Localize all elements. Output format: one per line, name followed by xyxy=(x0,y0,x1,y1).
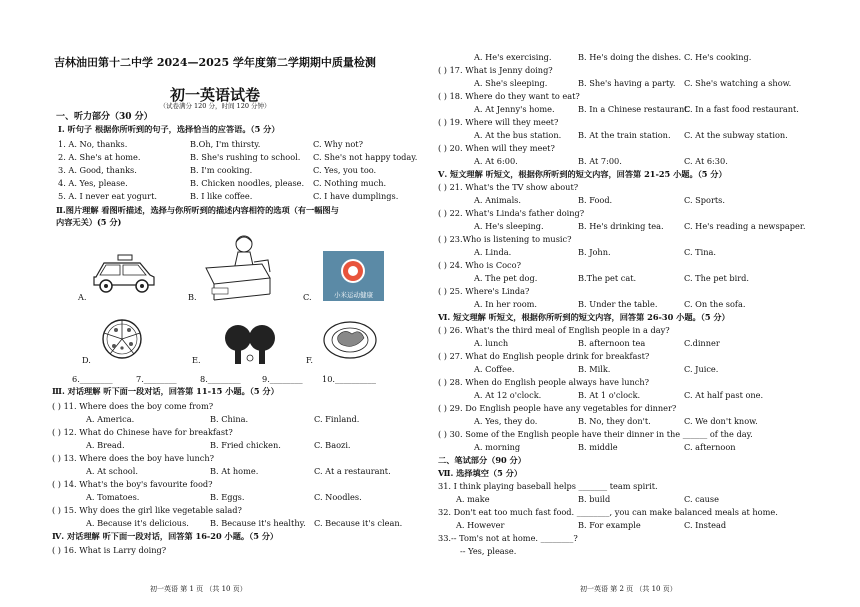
question: ( ) 19. Where will they meet? xyxy=(438,117,559,127)
option: B. At home. xyxy=(210,466,259,476)
option: C. Sports. xyxy=(684,195,725,205)
question: 32. Don't eat too much fast food. ________, you can make balanced meals at home. xyxy=(438,507,778,517)
option: B. afternoon tea xyxy=(578,338,646,348)
ping-pong-paddles-image xyxy=(218,322,282,366)
option: B.The pet cat. xyxy=(578,273,637,283)
option: A. morning xyxy=(474,442,521,452)
sec2-heading-1: Ⅱ.图片理解 看图听描述，选择与你所听到的描述内容相符的选项（有一幅图与 xyxy=(56,205,339,215)
option: B. He's doing the dishes. xyxy=(578,52,682,62)
question: ( ) 11. Where does the boy come from? xyxy=(52,401,214,411)
sec1-item: 5. A. I never eat yogurt. xyxy=(58,191,157,201)
option: B. Under the table. xyxy=(578,299,658,309)
question: ( ) 18. Where do they want to eat? xyxy=(438,91,580,101)
option: B. Fried chicken. xyxy=(210,440,281,450)
option: A. Because it's delicious. xyxy=(86,518,189,528)
question: ( ) 21. What's the TV show about? xyxy=(438,182,579,192)
sec1-item: C. Nothing much. xyxy=(313,178,387,188)
option: C. At 6:30. xyxy=(684,156,728,166)
sec1-item: B. Chicken noodles, please. xyxy=(190,178,305,188)
answer-blank-6[interactable]: 6.________ xyxy=(72,374,113,384)
sec1-item: B. I like coffee. xyxy=(190,191,253,201)
option: C. Baozi. xyxy=(314,440,351,450)
option: A. Animals. xyxy=(474,195,521,205)
question: ( ) 28. When do English people always have lunch? xyxy=(438,377,649,387)
option: A. The pet dog. xyxy=(474,273,538,283)
answer-blank-8[interactable]: 8.________ xyxy=(200,374,241,384)
question: ( ) 24. Who is Coco? xyxy=(438,260,521,270)
pic-label-b: B. xyxy=(188,292,197,302)
option: B. For example xyxy=(578,520,641,530)
sec1-heading: Ⅰ. 听句子 根据你所听到的句子，选择恰当的应答语。（5 分） xyxy=(58,124,280,134)
option: A. He's sleeping. xyxy=(474,221,544,231)
question: 31. I think playing baseball helps _______ team spirit. xyxy=(438,481,658,491)
question: ( ) 27. What do English people drink for breakfast? xyxy=(438,351,650,361)
option: C. She's watching a show. xyxy=(684,78,792,88)
option: C. Because it's clean. xyxy=(314,518,403,528)
option: A. At school. xyxy=(86,466,138,476)
option: B. At 7:00. xyxy=(578,156,622,166)
option: A. make xyxy=(456,494,490,504)
pizza-image xyxy=(96,318,148,360)
sec1-item: 1. A. No, thanks. xyxy=(58,139,128,149)
option: B. Because it's healthy. xyxy=(210,518,306,528)
option: A. Bread. xyxy=(86,440,125,450)
option: C. He's cooking. xyxy=(684,52,752,62)
part2-heading: 二、笔试部分（90 分） xyxy=(438,455,526,465)
sec1-item: 2. A. She's at home. xyxy=(58,152,141,162)
option: C. At the subway station. xyxy=(684,130,788,140)
option: C. Finland. xyxy=(314,414,360,424)
question: ( ) 16. What is Larry doing? xyxy=(52,545,167,555)
option: A. lunch xyxy=(474,338,509,348)
question: ( ) 22. What's Linda's father doing? xyxy=(438,208,585,218)
page-footer: 初一英语 第 2 页 （共 10 页） xyxy=(580,585,677,593)
option: C. He's reading a newspaper. xyxy=(684,221,806,231)
option: B. middle xyxy=(578,442,618,452)
ring-icon xyxy=(323,251,384,289)
sec1-item: C. She's not happy today. xyxy=(313,152,418,162)
sec4-heading: Ⅳ. 对话理解 听下面一段对话，回答第 16-20 小题。（5 分） xyxy=(52,531,279,541)
option: A. In her room. xyxy=(474,299,538,309)
option: A. She's sleeping. xyxy=(474,78,548,88)
option: A. At Jenny's home. xyxy=(474,104,555,114)
sec3-heading: Ⅲ. 对话理解 听下面一段对话，回答第 11-15 小题。（5 分） xyxy=(52,386,279,396)
sec1-item: 4. A. Yes, please. xyxy=(58,178,128,188)
option: C. afternoon xyxy=(684,442,736,452)
girl-at-desk-image xyxy=(198,232,276,302)
question: ( ) 20. When will they meet? xyxy=(438,143,555,153)
salad-plate-image xyxy=(322,318,378,362)
pic-label-f: F. xyxy=(306,355,314,365)
option: C. We don't know. xyxy=(684,416,758,426)
option: C. At a restaurant. xyxy=(314,466,391,476)
sec7-heading: Ⅶ. 选择填空（5 分） xyxy=(438,468,523,478)
option: A. America. xyxy=(86,414,135,424)
question: ( ) 13. Where does the boy have lunch? xyxy=(52,453,214,463)
answer-blank-9[interactable]: 9.________ xyxy=(262,374,303,384)
sec1-item: B. I'm cooking. xyxy=(190,165,253,175)
question: ( ) 17. What is Jenny doing? xyxy=(438,65,553,75)
sec1-item: C. Yes, you too. xyxy=(313,165,377,175)
option: B. John. xyxy=(578,247,611,257)
option: C. Tina. xyxy=(684,247,717,257)
question: ( ) 29. Do English people have any vegetables for dinner? xyxy=(438,403,677,413)
option: B. No, they don't. xyxy=(578,416,651,426)
question: ( ) 23.Who is listening to music? xyxy=(438,234,572,244)
option: C. The pet bird. xyxy=(684,273,749,283)
pic-label-a: A. xyxy=(78,292,87,302)
option: C. Noodles. xyxy=(314,492,362,502)
option: B. At 1 o'clock. xyxy=(578,390,641,400)
option: B. In a Chinese restaurant. xyxy=(578,104,691,114)
option: C. cause xyxy=(684,494,719,504)
question: 33.-- Tom's not at home. ________? xyxy=(438,533,578,543)
option: C.dinner xyxy=(684,338,720,348)
question: ( ) 30. Some of the English people have their dinner in the ______ of the day. xyxy=(438,429,753,439)
question: ( ) 26. What's the third meal of English people in a day? xyxy=(438,325,670,335)
option: A. At 12 o'clock. xyxy=(474,390,542,400)
answer-blank-7[interactable]: 7.________ xyxy=(136,374,177,384)
option: A. However xyxy=(456,520,505,530)
option: C. Instead xyxy=(684,520,727,530)
sec1-item: 3. A. Good, thanks. xyxy=(58,165,137,175)
option: B. At the train station. xyxy=(578,130,671,140)
pic-label-e: E. xyxy=(192,355,201,365)
question: ( ) 25. Where's Linda? xyxy=(438,286,530,296)
option: A. At the bus station. xyxy=(474,130,562,140)
exam-note: （试卷满分 120 分，时间 120 分钟） xyxy=(159,102,271,110)
option: C. In a fast food restaurant. xyxy=(684,104,799,114)
dialogue-line: -- Yes, please. xyxy=(460,546,517,556)
part1-heading: 一、听力部分（30 分） xyxy=(56,112,153,122)
sec1-item: C. Why not? xyxy=(313,139,363,149)
sec1-item: C. I have dumplings. xyxy=(313,191,399,201)
sec1-item: B.Oh, I'm thirsty. xyxy=(190,139,261,149)
school-title: 吉林油田第十二中学 2024—2025 学年度第二学期期中质量检测 xyxy=(54,56,376,69)
pic-label-c: C. xyxy=(303,292,312,302)
question: ( ) 12. What do Chinese have for breakfast? xyxy=(52,427,233,437)
sports-app-logo xyxy=(323,251,384,301)
sec6-heading: Ⅵ. 短文理解 听短文，根据你所听到的短文内容，回答第 26-30 小题。（5 分） xyxy=(438,312,730,322)
option: B. She's having a party. xyxy=(578,78,676,88)
page-footer: 初一英语 第 1 页 （共 10 页） xyxy=(150,585,247,593)
question: ( ) 14. What's the boy's favourite food? xyxy=(52,479,213,489)
option: C. Juice. xyxy=(684,364,719,374)
option: C. At half past one. xyxy=(684,390,764,400)
option: B. Food. xyxy=(578,195,613,205)
question: ( ) 15. Why does the girl like vegetable salad? xyxy=(52,505,242,515)
option: A. He's exercising. xyxy=(474,52,552,62)
exam-title: 初一英语试卷 xyxy=(169,86,260,104)
logo-caption: 小米运动健康 xyxy=(334,291,373,299)
option: A. Tomatoes. xyxy=(86,492,140,502)
option: B. Eggs. xyxy=(210,492,245,502)
pic-label-d: D. xyxy=(82,355,91,365)
option: B. China. xyxy=(210,414,249,424)
option: A. Coffee. xyxy=(474,364,515,374)
option: A. Linda. xyxy=(474,247,512,257)
sec5-heading: Ⅴ. 短文理解 听短文，根据你所听到的短文内容，回答第 21-25 小题。（5 分） xyxy=(438,169,727,179)
answer-blank-10[interactable]: 10.__________ xyxy=(322,374,376,384)
option: B. He's drinking tea. xyxy=(578,221,664,231)
option: B. Milk. xyxy=(578,364,611,374)
sec1-item: B. She's rushing to school. xyxy=(190,152,301,162)
sec2-heading-2: 内容无关）(5 分) xyxy=(56,217,122,227)
taxi-image xyxy=(90,253,156,295)
exam-page-2 xyxy=(430,0,860,607)
option: C. On the sofa. xyxy=(684,299,746,309)
option: B. build xyxy=(578,494,611,504)
option: A. At 6:00. xyxy=(474,156,518,166)
option: A. Yes, they do. xyxy=(474,416,538,426)
